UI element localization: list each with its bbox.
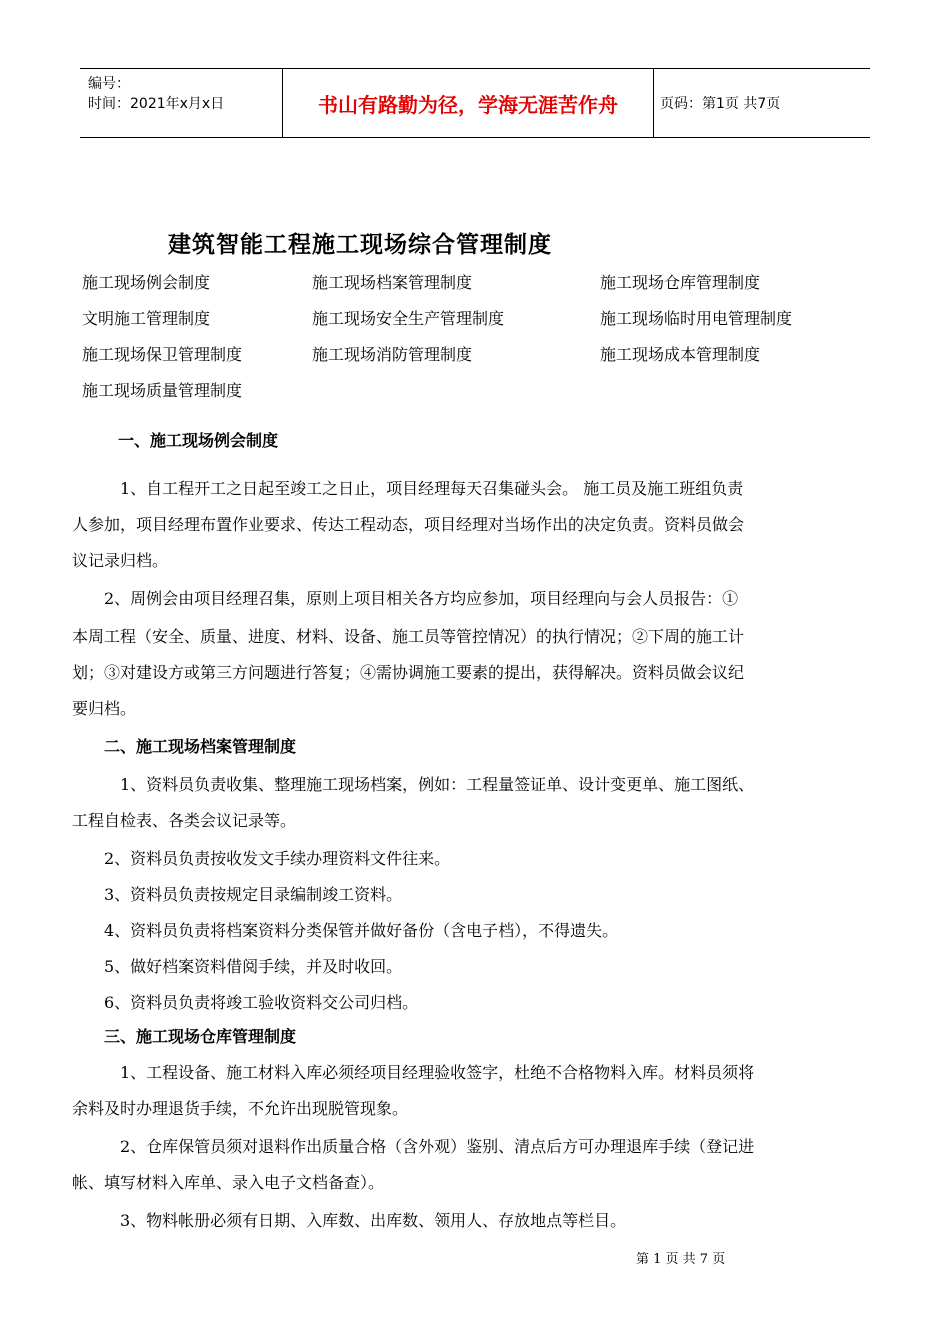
toc-item: 施工现场临时用电管理制度 bbox=[600, 309, 793, 328]
paragraph-line: 余料及时办理退货手续，不允许出现脱管现象。 bbox=[72, 1099, 409, 1118]
section-heading: 三、施工现场仓库管理制度 bbox=[104, 1027, 297, 1046]
section-heading: 一、施工现场例会制度 bbox=[118, 431, 279, 450]
paragraph-line: 5、做好档案资料借阅手续，并及时收回。 bbox=[104, 957, 403, 976]
toc-item: 施工现场质量管理制度 bbox=[82, 381, 243, 400]
page-footer: 第 1 页 共 7 页 bbox=[636, 1252, 726, 1267]
paragraph-line: 1、资料员负责收集、整理施工现场档案，例如：工程量签证单、设计变更单、施工图纸、 bbox=[120, 775, 755, 794]
toc-item: 施工现场保卫管理制度 bbox=[82, 345, 243, 364]
toc-item: 施工现场成本管理制度 bbox=[600, 345, 761, 364]
toc-item: 施工现场消防管理制度 bbox=[312, 345, 473, 364]
paragraph-line: 人参加，项目经理布置作业要求、传达工程动态，项目经理对当场作出的决定负责。资料员做会 bbox=[72, 515, 745, 534]
paragraph-line: 2、资料员负责按收发文手续办理资料文件往来。 bbox=[104, 849, 451, 868]
page-info: 页码：第1页 共7页 bbox=[660, 96, 781, 112]
toc-item: 施工现场安全生产管理制度 bbox=[312, 309, 505, 328]
paragraph-line: 1、自工程开工之日起至竣工之日止，项目经理每天召集碰头会。 施工员及施工班组负责 bbox=[120, 479, 744, 498]
toc-item: 施工现场例会制度 bbox=[82, 273, 211, 292]
toc-item: 施工现场仓库管理制度 bbox=[600, 273, 761, 292]
paragraph-line: 划；③对建设方或第三方问题进行答复；④需协调施工要素的提出，获得解决。资料员做会议纪 bbox=[72, 663, 745, 682]
paragraph-line: 议记录归档。 bbox=[72, 551, 169, 570]
header-meta bbox=[80, 69, 280, 137]
paragraph-line: 2、仓库保管员须对退料作出质量合格（含外观）鉴别、清点后方可办理退库手续（登记进 bbox=[120, 1137, 755, 1156]
paragraph-line: 2、周例会由项目经理召集，原则上项目相关各方均应参加，项目经理向与会人员报告：① bbox=[104, 589, 739, 608]
paragraph-line: 6、资料员负责将竣工验收资料交公司归档。 bbox=[104, 993, 419, 1012]
motto: 书山有路勤为径，学海无涯苦作舟 bbox=[282, 69, 654, 137]
paragraph-line: 3、物料帐册必须有日期、入库数、出库数、领用人、存放地点等栏目。 bbox=[120, 1211, 627, 1230]
toc-item: 施工现场档案管理制度 bbox=[312, 273, 473, 292]
paragraph-line: 帐、填写材料入库单、录入电子文档备查）。 bbox=[72, 1173, 385, 1192]
paragraph-line: 工程自检表、各类会议记录等。 bbox=[72, 811, 297, 830]
number-label: 编号： bbox=[88, 76, 130, 92]
document-header bbox=[80, 68, 870, 138]
toc-item: 文明施工管理制度 bbox=[82, 309, 211, 328]
date-label: 时间：2021年x月x日 bbox=[88, 96, 225, 112]
paragraph-line: 3、资料员负责按规定目录编制竣工资料。 bbox=[104, 885, 403, 904]
paragraph-line: 本周工程（安全、质量、进度、材料、设备、施工员等管控情况）的执行情况；②下周的施工计 bbox=[72, 627, 745, 646]
paragraph-line: 要归档。 bbox=[72, 699, 137, 718]
page-title: 建筑智能工程施工现场综合管理制度 bbox=[168, 231, 552, 258]
section-heading: 二、施工现场档案管理制度 bbox=[104, 737, 297, 756]
paragraph-line: 4、资料员负责将档案资料分类保管并做好备份（含电子档），不得遗失。 bbox=[104, 921, 619, 940]
paragraph-line: 1、工程设备、施工材料入库必须经项目经理验收签字，杜绝不合格物料入库。材料员须将 bbox=[120, 1063, 755, 1082]
